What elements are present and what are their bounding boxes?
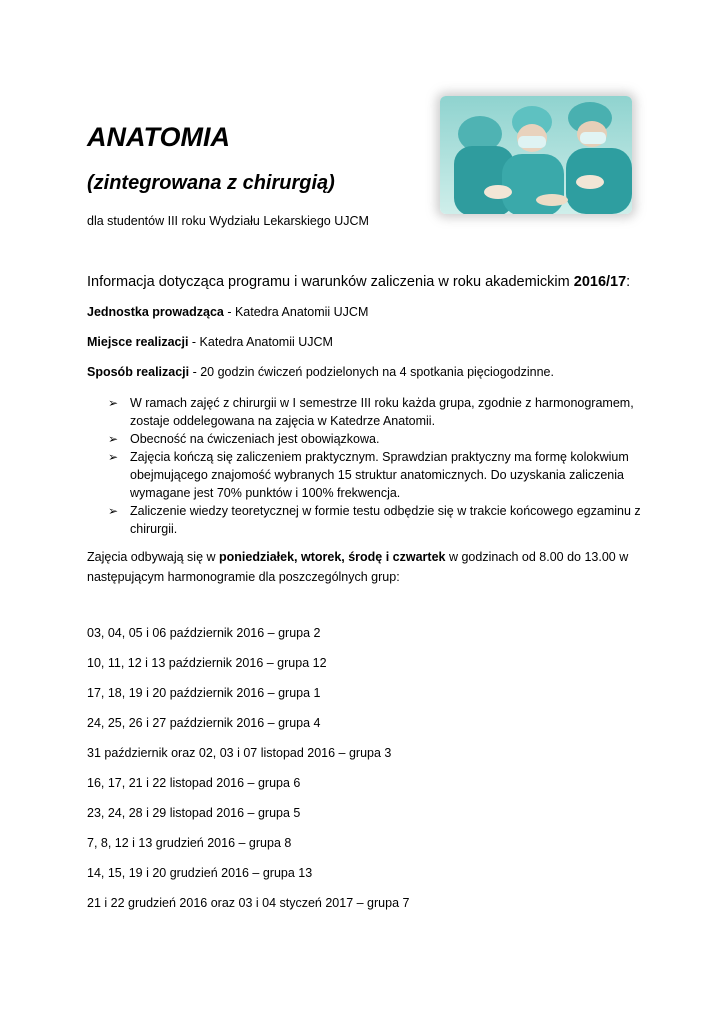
rules-list bbox=[108, 394, 648, 538]
unit-label: Jednostka prowadząca bbox=[87, 305, 224, 319]
academic-year: 2016/17 bbox=[573, 274, 627, 290]
info-heading bbox=[87, 274, 630, 290]
unit-field bbox=[87, 305, 368, 319]
schedule-row: 31 październik oraz 02, 03 i 07 listopad 2016 – grupa 3 bbox=[87, 746, 392, 760]
method-field bbox=[87, 365, 554, 379]
list-item: ➢ W ramach zajęć z chirurgii w I semestrze III roku każda grupa, zgodnie z harmonogramem, zostaje oddelegowana na zajęcia w Katedrze Anatomii. bbox=[108, 396, 634, 428]
surgeons-illustration bbox=[440, 96, 632, 214]
schedule-row: 23, 24, 28 i 29 listopad 2016 – grupa 5 bbox=[87, 806, 301, 820]
schedule-intro: Zajęcia odbywają się w poniedziałek, wtorek, środę i czwartek w godzinach od 8.00 do 13.00 w następującym harmonogramie dla poszczególnych grup: bbox=[87, 550, 629, 584]
list-item: ➢ Obecność na ćwiczeniach jest obowiązkowa. bbox=[108, 432, 380, 446]
info-heading-text: Informacja dotycząca programu i warunków zaliczenia w roku akademickim bbox=[87, 274, 574, 290]
schedule-row: 17, 18, 19 i 20 październik 2016 – grupa 1 bbox=[87, 686, 321, 700]
unit-value: - Katedra Anatomii UJCM bbox=[223, 305, 369, 319]
page-subtitle: (zintegrowana z chirurgią) bbox=[87, 172, 335, 194]
surgeons-photo-icon bbox=[440, 96, 632, 214]
schedule-row: 03, 04, 05 i 06 październik 2016 – grupa 2 bbox=[87, 626, 321, 640]
method-value: - 20 godzin ćwiczeń podzielonych na 4 spotkania pięciogodzinne. bbox=[189, 365, 554, 379]
schedule-row: 21 i 22 grudzień 2016 oraz 03 i 04 styczeń 2017 – grupa 7 bbox=[87, 896, 410, 910]
page-title: ANATOMIA bbox=[87, 122, 230, 152]
place-label: Miejsce realizacji bbox=[87, 335, 189, 349]
arrow-bullet-icon: ➢ bbox=[108, 396, 119, 410]
schedule-row: 14, 15, 19 i 20 grudzień 2016 – grupa 13 bbox=[87, 866, 313, 880]
place-value: - Katedra Anatomii UJCM bbox=[188, 335, 333, 349]
method-label: Sposób realizacji bbox=[87, 365, 190, 379]
schedule-row: 7, 8, 12 i 13 grudzień 2016 – grupa 8 bbox=[87, 836, 292, 850]
info-heading-colon: : bbox=[626, 274, 631, 290]
place-field bbox=[87, 335, 333, 349]
list-item: ➢ Zaliczenie wiedzy teoretycznej w formie testu odbędzie się w trakcie końcowego egzaminu z chirurgii. bbox=[108, 504, 641, 536]
schedule-days: poniedziałek, wtorek, środę i czwartek bbox=[219, 550, 446, 564]
arrow-bullet-icon: ➢ bbox=[108, 504, 119, 518]
schedule-row: 16, 17, 21 i 22 listopad 2016 – grupa 6 bbox=[87, 776, 301, 790]
arrow-bullet-icon: ➢ bbox=[108, 432, 119, 446]
schedule-row: 24, 25, 26 i 27 październik 2016 – grupa 4 bbox=[87, 716, 321, 730]
schedule-row: 10, 11, 12 i 13 październik 2016 – grupa 12 bbox=[87, 656, 327, 670]
list-item: ➢ Zajęcia kończą się zaliczeniem praktycznym. Sprawdzian praktyczny ma formę kolokwium obejmującego znajomość wybranych 15 struktur anatomicznych. Do uzyskania zaliczenia wymagane jest 70% punktów i 100% frekwencja. bbox=[108, 450, 629, 500]
arrow-bullet-icon: ➢ bbox=[108, 450, 119, 464]
audience-line: dla studentów III roku Wydziału Lekarskiego UJCM bbox=[87, 214, 369, 228]
